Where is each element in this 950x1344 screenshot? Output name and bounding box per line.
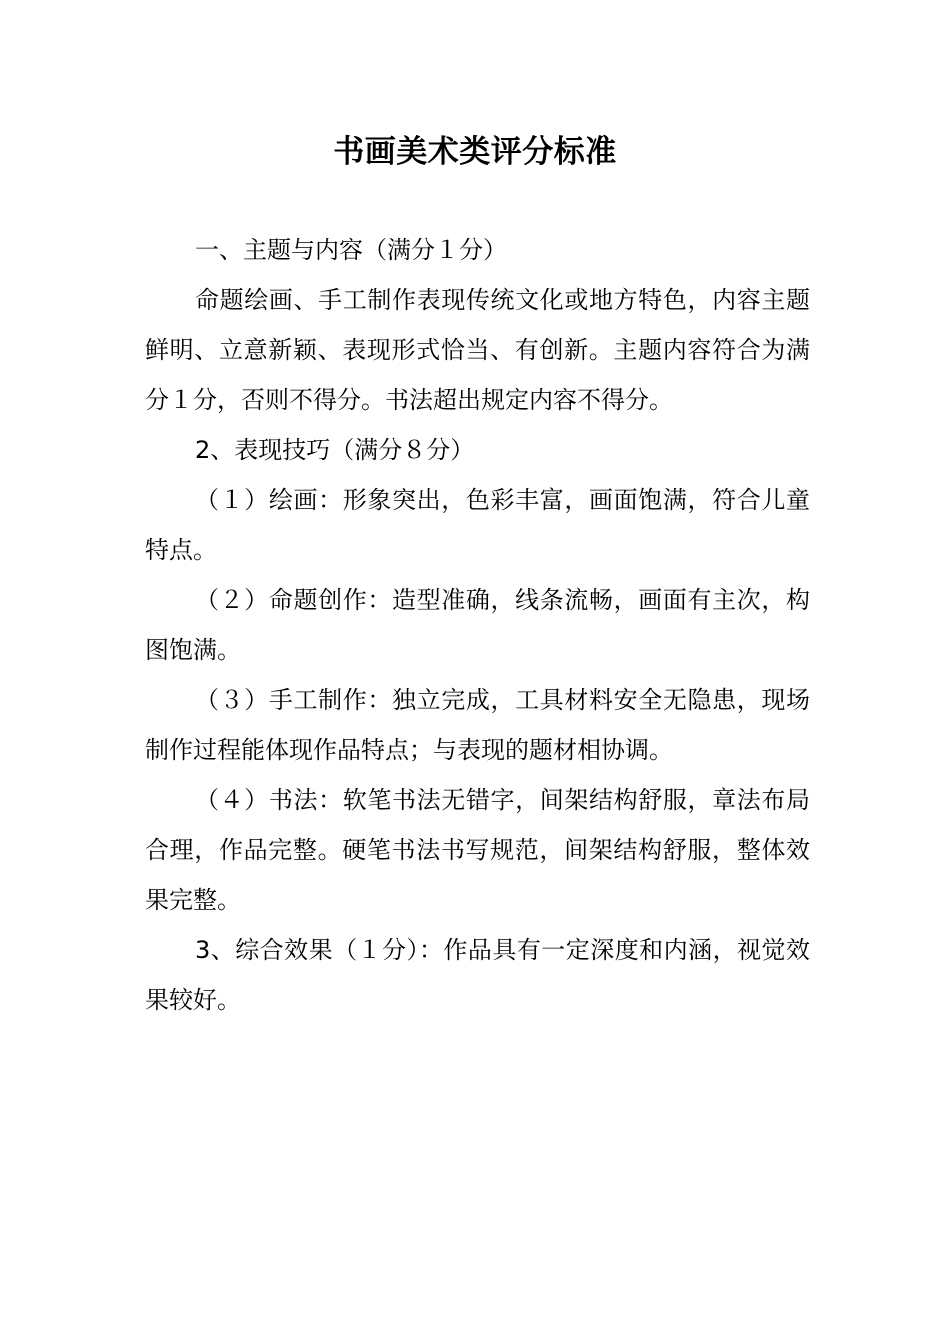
section-heading-theme: 一、主题与内容（满分１分） xyxy=(195,236,507,264)
section-heading-overall: 3、综合效果（１分）：作品具有一定深度和内涵，视觉效果较好。 xyxy=(145,936,810,1014)
paragraph-handcraft: （３）手工制作：独立完成，工具材料安全无隐患，现场制作过程能体现作品特点；与表现的题材相协调。 xyxy=(145,686,810,764)
document-title: 书画美术类评分标准 xyxy=(333,134,617,170)
paragraph-themed-creation: （２）命题创作：造型准确，线条流畅，画面有主次，构图饱满。 xyxy=(145,586,810,664)
document-body xyxy=(145,225,810,1025)
paragraph-painting: （１）绘画：形象突出，色彩丰富，画面饱满，符合儿童特点。 xyxy=(145,486,810,564)
section-heading-technique: 2、表现技巧（满分８分） xyxy=(195,436,475,464)
paragraph-calligraphy: （４）书法：软笔书法无错字，间架结构舒服，章法布局合理，作品完整。硬笔书法书写规范，间架结构舒服，整体效果完整。 xyxy=(145,786,810,914)
paragraph-theme-description: 命题绘画、手工制作表现传统文化或地方特色，内容主题鲜明、立意新颖、表现形式恰当、有创新。主题内容符合为满分１分，否则不得分。书法超出规定内容不得分。 xyxy=(145,286,810,414)
